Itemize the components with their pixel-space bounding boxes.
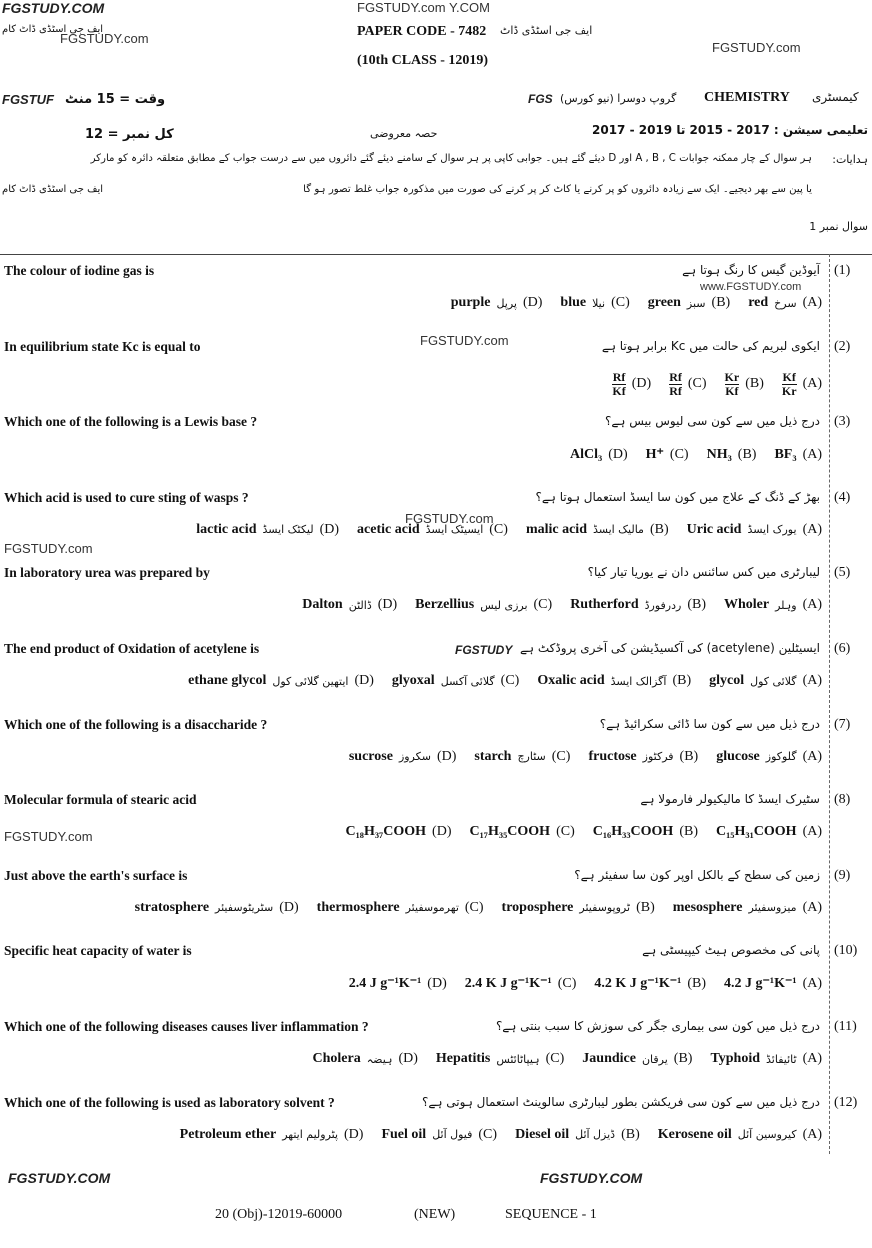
option-c: [436, 1051, 564, 1067]
session: تعلیمی سیشن : 2017 - 2015 تا 2019 - 2017: [592, 123, 868, 137]
option-d: [570, 447, 628, 463]
question-text-english: In equilibrium state Kc is equal to: [4, 338, 201, 354]
option-label: (B): [679, 824, 698, 840]
option-label: (C): [489, 521, 508, 537]
watermark: FGSTUDY: [455, 643, 513, 657]
question-number: (1): [834, 263, 851, 278]
option-text-urdu: میزوسفیئر: [748, 901, 797, 915]
option-b: [502, 900, 655, 916]
options-row: [451, 295, 822, 311]
option-text-english: 2.4 J g⁻¹K⁻¹: [348, 976, 422, 992]
question-number: (8): [834, 792, 851, 808]
watermark: FGSTUDY.COM: [540, 1170, 643, 1186]
option-text-english: Petroleum ether: [179, 1126, 277, 1142]
option-text-urdu: گلوکوز: [765, 750, 797, 764]
option-d: [180, 1127, 364, 1143]
question-text-urdu: درج ذیل میں سے کون سی لیوس بیس ہے؟: [604, 414, 820, 429]
option-text-english: Typhoid: [710, 1051, 761, 1066]
option-text-urdu: ٹروپوسفیئر: [579, 901, 631, 915]
option-text-urdu: نیلا: [592, 296, 606, 310]
option-label: (D): [608, 446, 628, 462]
option-label: (D): [354, 673, 374, 688]
question-text-english: Which one of the following is a Lewis base ?: [4, 414, 258, 430]
option-b: [570, 597, 706, 613]
paper-code-urdu: ایف جی اسٹڈی ڈاٹ: [500, 24, 593, 37]
watermark: FGSTUDY.COM: [2, 0, 105, 16]
option-label: (C): [557, 975, 577, 991]
question-block: [0, 1095, 872, 1171]
options-row: [302, 597, 822, 613]
option-text-english: purple: [450, 295, 491, 310]
option-text-english: H⁺: [645, 447, 664, 463]
question-text-urdu: درج ذیل میں کون سی بیماری جگر کی سوزش کا سبب بنتی ہے؟: [495, 1019, 820, 1033]
option-b: [588, 749, 698, 765]
option-text-urdu: یرقان: [641, 1052, 668, 1066]
watermark: FGSTUDY.com: [405, 511, 494, 526]
option-a: [709, 673, 822, 689]
option-text-urdu: ہیپاٹائٹس: [496, 1052, 540, 1066]
question-text-urdu: درج ذیل میں سے کون سا ڈائی سکرائیڈ ہے؟: [599, 716, 820, 731]
option-text-english: glyoxal: [391, 673, 435, 688]
option-c: [392, 673, 519, 689]
footer-sequence: SEQUENCE - 1: [505, 1207, 597, 1222]
options-row: [349, 975, 822, 992]
option-label: (A): [802, 521, 822, 537]
option-label: (D): [427, 975, 447, 991]
option-label: (D): [319, 521, 340, 537]
option-text-urdu: ایتھین گلائی کول: [272, 674, 349, 688]
option-label: (A): [802, 597, 822, 613]
question-block: [0, 339, 872, 415]
total-marks: کل نمبر = 12: [85, 127, 174, 142]
group-label: گروپ دوسرا (نیو کورس): [560, 92, 677, 105]
option-d: [612, 371, 651, 398]
option-a: [724, 975, 822, 992]
option-label: (D): [432, 824, 452, 840]
option-text-urdu: برزی لیس: [480, 598, 528, 612]
option-text-english: Berzellius: [415, 597, 475, 613]
denominator: Kf: [725, 383, 739, 398]
watermark: ایف جی اسٹڈی ڈاٹ کام: [2, 184, 104, 195]
option-label: (C): [533, 597, 553, 613]
option-text-urdu: سکروز: [398, 750, 431, 764]
question-number: (5): [834, 565, 851, 581]
option-b: [725, 371, 764, 398]
option-d: [312, 1051, 417, 1067]
option-text-urdu: پرپل: [496, 296, 517, 310]
option-text-urdu: ایسیٹک ایسڈ: [425, 523, 484, 537]
option-label: (B): [673, 1051, 693, 1066]
option-a: [774, 447, 822, 463]
question-block: [0, 868, 872, 944]
option-label: (A): [802, 975, 822, 991]
option-b: [537, 673, 691, 689]
time-allowed: وقت = 15 منٹ: [65, 92, 166, 107]
option-a: [658, 1127, 822, 1143]
option-text-urdu: فیول آئل: [432, 1128, 473, 1142]
question-number: (3): [834, 414, 851, 430]
question-block: [0, 490, 872, 566]
option-c: [646, 446, 689, 463]
option-text-urdu: تھرموسفیئر: [405, 901, 459, 915]
option-c: [465, 975, 577, 992]
option-text-english: BF₃: [774, 446, 797, 462]
option-label: (B): [687, 975, 706, 991]
option-text-english: Kerosene oil: [657, 1126, 732, 1142]
question-block: [0, 641, 872, 717]
option-label: (C): [500, 673, 520, 688]
numerator: Rf: [669, 369, 682, 384]
fraction: [782, 371, 797, 398]
option-text-english: red: [748, 295, 769, 310]
question-text-urdu: پانی کی مخصوص ہیٹ کیپیسٹی ہے: [642, 943, 820, 958]
option-text-english: Rutherford: [570, 597, 639, 613]
question-number: (2): [834, 338, 851, 354]
watermark: FGSTUDY.com: [60, 31, 149, 46]
option-text-english: Fuel oil: [381, 1126, 427, 1142]
option-text-urdu: وہلر: [775, 598, 797, 612]
option-label: (A): [802, 1126, 822, 1142]
paper-code: PAPER CODE - 7482: [357, 24, 487, 39]
option-label: (A): [802, 899, 822, 915]
option-c: [317, 900, 484, 916]
option-label: (A): [802, 1051, 822, 1066]
option-text-english: Wholer: [723, 597, 770, 613]
option-label: (D): [522, 295, 543, 310]
option-text-english: glycol: [709, 673, 745, 688]
class-label: (10th CLASS - 12019): [357, 53, 489, 68]
footer-new: (NEW): [414, 1207, 456, 1222]
option-text-urdu: ردرفورڈ: [644, 598, 682, 612]
option-text-english: C₁₇H₃₅COOH: [469, 824, 551, 840]
option-text-english: Cholera: [312, 1051, 361, 1066]
option-label: (A): [802, 748, 822, 764]
option-text-english: lactic acid: [196, 521, 257, 537]
divider: [0, 254, 872, 255]
section-label: حصہ معروضی: [370, 127, 438, 140]
question-text-urdu: آیوڈین گیس کا رنگ ہوتا ہے: [682, 263, 820, 277]
question-text-urdu: لیبارٹری میں کس سائنس دان نے یوریا تیار کیا؟: [587, 565, 820, 580]
option-text-english: starch: [474, 748, 512, 764]
question-text-english: Just above the earth's surface is: [4, 867, 188, 883]
question-number: (12): [834, 1094, 858, 1110]
option-label: (C): [556, 824, 575, 840]
option-text-urdu: یورک ایسڈ: [747, 523, 797, 537]
watermark: FGSTUDY.COM: [8, 1170, 111, 1186]
option-label: (B): [636, 899, 655, 915]
options-row: [180, 1127, 822, 1143]
option-text-english: C₁₆H₃₃COOH: [592, 824, 674, 840]
option-c: [381, 1127, 497, 1143]
numerator: Rf: [612, 369, 626, 384]
options-row: [196, 522, 822, 538]
question-text-english: Specific heat capacity of water is: [4, 943, 192, 959]
option-label: (C): [669, 446, 689, 462]
watermark: FGSTUDY.com: [4, 541, 93, 556]
options-row: [612, 371, 822, 398]
option-b: [594, 975, 706, 992]
option-label: (B): [621, 1126, 640, 1142]
option-text-urdu: سرخ: [774, 296, 797, 310]
option-text-english: green: [647, 295, 681, 310]
denominator: Rf: [669, 383, 682, 398]
option-text-english: troposphere: [501, 899, 574, 915]
watermark: ایف جی اسٹڈی ڈاٹ کام: [2, 24, 104, 35]
question-text-english: Which acid is used to cure sting of wasps ?: [4, 489, 249, 505]
option-label: (D): [436, 748, 457, 764]
subject-english: CHEMISTRY: [704, 90, 790, 105]
denominator: Kr: [781, 383, 797, 398]
options-row: [349, 749, 822, 765]
question-text-english: The end product of Oxidation of acetylene is: [4, 641, 260, 656]
option-text-urdu: لیکٹک ایسڈ: [262, 523, 314, 537]
options-row: [135, 900, 822, 916]
option-b: [593, 824, 698, 840]
question-text-urdu: سٹیرک ایسڈ کا مالیکیولر فارمولا ہے: [640, 792, 820, 807]
option-text-urdu: سٹریٹوسفیئر: [215, 901, 274, 915]
option-b: [648, 295, 730, 311]
option-a: [687, 522, 822, 538]
option-b: [515, 1127, 640, 1143]
option-label: (A): [802, 673, 822, 688]
instructions-line-1: ہر سوال کے چار ممکنہ جوابات A , B , C اور D دیئے گئے ہیں۔ جوابی کاپی پر ہر سوال کے سامنے دیئے گئے دائروں میں سے درست جواب کے مطابق متعلقہ دائرہ کو مارکر: [90, 153, 812, 164]
option-text-english: Dalton: [302, 597, 343, 613]
watermark: FGSTUDY.com: [4, 829, 93, 844]
option-text-english: AlCl₃: [570, 446, 603, 462]
option-a: [724, 597, 822, 613]
option-a: [748, 295, 822, 311]
option-text-english: mesosphere: [672, 899, 743, 915]
option-a: [673, 900, 822, 916]
option-text-urdu: پٹرولیم ایتھر: [282, 1128, 339, 1142]
question-text-english: Which one of the following diseases causes liver inflammation ?: [4, 1019, 369, 1034]
fraction: [612, 371, 625, 398]
option-c: [469, 824, 574, 840]
option-d: [302, 597, 397, 613]
option-label: (D): [398, 1051, 418, 1066]
option-label: (D): [377, 597, 398, 613]
options-row: [188, 673, 822, 689]
option-d: [345, 824, 451, 840]
watermark: FGSTUDY.com: [712, 40, 801, 55]
option-d: [196, 522, 339, 538]
watermark: www.FGSTUDY.com: [700, 281, 802, 293]
option-text-english: C₁₈H₃₇COOH: [345, 824, 427, 840]
option-label: (B): [649, 521, 669, 537]
option-d: [135, 900, 299, 916]
option-text-english: Oxalic acid: [537, 673, 605, 688]
option-b: [707, 447, 757, 463]
question-number: (11): [834, 1019, 857, 1034]
option-text-english: 4.2 J g⁻¹K⁻¹: [723, 976, 797, 992]
option-a: [716, 749, 822, 765]
option-a: [782, 371, 822, 398]
option-c: [474, 749, 570, 765]
options-row: [570, 446, 822, 463]
instructions-label: ہدایات:: [832, 153, 868, 166]
option-a: [716, 824, 822, 840]
question-text-urdu: زمین کی سطح کے بالکل اوپر کون سا سفیئر ہے؟: [574, 867, 820, 882]
option-label: (B): [711, 295, 731, 310]
option-text-english: Hepatitis: [435, 1051, 491, 1066]
option-text-english: glucose: [716, 748, 760, 764]
option-text-english: Jaundice: [582, 1051, 636, 1066]
question-number: (7): [834, 716, 851, 732]
question-block: [0, 414, 872, 490]
option-text-urdu: گلائی آکسل: [440, 674, 495, 688]
fraction: [725, 371, 740, 398]
watermark: FGS: [528, 92, 553, 106]
option-c: [669, 371, 706, 398]
option-label: (D): [279, 899, 299, 915]
question-number: (9): [834, 867, 851, 883]
option-text-urdu: سبز: [686, 296, 706, 310]
question-number: (10): [834, 943, 858, 959]
question-number: (6): [834, 641, 851, 656]
option-d: [451, 295, 543, 311]
question-text-urdu: ایکوی لبریم کی حالت میں Kc برابر ہوتا ہے: [601, 338, 820, 353]
option-text-english: Diesel oil: [515, 1126, 570, 1142]
numerator: Kr: [724, 369, 740, 384]
option-c: [560, 295, 629, 311]
option-label: (A): [802, 376, 822, 392]
question-block: [0, 792, 872, 868]
option-text-urdu: فرکٹوز: [642, 750, 674, 764]
option-text-urdu: گلائی کول: [750, 674, 797, 688]
option-label: (D): [631, 376, 652, 392]
option-label: (B): [687, 597, 706, 613]
option-text-urdu: آگزالک ایسڈ: [610, 674, 667, 688]
watermark: FGSTUDY.com Y.COM: [357, 0, 490, 15]
option-label: (C): [464, 899, 484, 915]
option-label: (A): [802, 446, 822, 462]
option-text-english: ethane glycol: [188, 673, 267, 688]
option-text-english: sucrose: [348, 748, 393, 764]
option-d: [188, 673, 374, 689]
option-label: (B): [679, 748, 699, 764]
question-heading: سوال نمبر 1: [809, 220, 868, 233]
question-block: [0, 263, 872, 339]
option-text-english: 4.2 K J g⁻¹K⁻¹: [594, 976, 682, 992]
option-text-urdu: ٹائیفائڈ: [766, 1052, 797, 1066]
footer-code: 20 (Obj)-12019-60000: [215, 1207, 343, 1222]
option-text-english: fructose: [588, 748, 637, 764]
option-label: (C): [545, 1051, 565, 1066]
question-text-urdu: ایسیٹلین (acetylene) کی آکسیڈیشن کی آخری پروڈکٹ ہے: [520, 641, 820, 655]
option-text-urdu: مالیک ایسڈ: [592, 523, 644, 537]
question-text-urdu: بھڑ کے ڈنگ کے علاج میں کون سا ایسڈ استعمال ہوتا ہے؟: [535, 489, 820, 504]
numerator: Kf: [782, 369, 796, 384]
option-text-urdu: ڈالٹن: [348, 598, 372, 612]
option-label: (C): [551, 748, 571, 764]
option-text-english: acetic acid: [357, 521, 420, 537]
question-text-english: Which one of the following is used as laboratory solvent ?: [4, 1094, 335, 1110]
question-text-urdu: درج ذیل میں سے کون سی فریکشن بطور لیبارٹری سالوینٹ استعمال ہوتی ہے؟: [422, 1094, 820, 1109]
option-text-english: thermosphere: [316, 899, 400, 915]
question-block: [0, 1019, 872, 1095]
options-row: [345, 824, 822, 840]
option-text-urdu: سٹارچ: [517, 750, 546, 764]
question-text-english: In laboratory urea was prepared by: [4, 565, 210, 581]
question-block: [0, 943, 872, 1019]
option-text-urdu: ہیضہ: [366, 1052, 393, 1066]
question-text-english: Which one of the following is a disaccharide ?: [4, 716, 268, 732]
option-label: (A): [802, 824, 822, 840]
option-label: (C): [687, 376, 707, 392]
option-a: [710, 1051, 822, 1067]
option-label: (C): [611, 295, 630, 310]
question-number: (4): [834, 489, 851, 505]
option-text-english: stratosphere: [134, 899, 210, 915]
question-block: [0, 717, 872, 793]
question-text-english: Molecular formula of stearic acid: [4, 792, 197, 808]
fraction: [669, 371, 682, 398]
option-d: [349, 749, 457, 765]
option-label: (A): [802, 295, 822, 310]
option-label: (B): [672, 673, 692, 688]
option-b: [526, 522, 669, 538]
denominator: Kf: [612, 383, 626, 398]
watermark: FGSTUF: [2, 92, 54, 107]
option-text-urdu: ڈیزل آئل: [575, 1128, 616, 1142]
option-text-english: NH₃: [706, 446, 732, 462]
option-text-english: malic acid: [525, 521, 587, 537]
option-text-urdu: کیروسین آئل: [737, 1128, 797, 1142]
option-b: [582, 1051, 692, 1067]
option-text-english: 2.4 K J g⁻¹K⁻¹: [464, 976, 552, 992]
option-label: (C): [478, 1126, 498, 1142]
option-label: (B): [745, 376, 764, 392]
instructions-line-2: یا پین سے بھر دیجیے۔ ایک سے زیادہ دائروں کو پر کرنے یا کاٹ کر پر کرنے کی صورت میں مذکورہ جواب غلط تصور ہو گا: [303, 184, 812, 195]
option-text-english: Uric acid: [686, 521, 742, 537]
option-d: [349, 975, 447, 992]
option-label: (D): [344, 1126, 364, 1142]
option-text-english: C₁₅H₃₁COOH: [715, 824, 797, 840]
option-text-english: blue: [560, 295, 587, 310]
question-block: [0, 565, 872, 641]
options-row: [312, 1051, 822, 1067]
option-c: [415, 597, 552, 613]
subject-urdu: کیمسٹری: [812, 90, 859, 104]
option-label: (B): [737, 446, 757, 462]
watermark: FGSTUDY.com: [420, 333, 509, 348]
question-text-english: The colour of iodine gas is: [4, 263, 155, 278]
